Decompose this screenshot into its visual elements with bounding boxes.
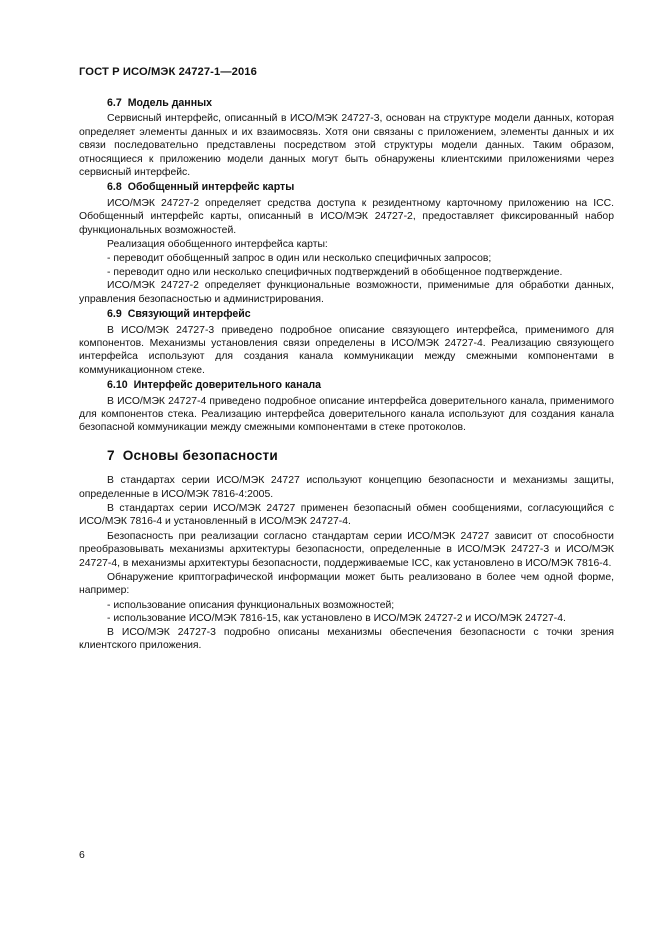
clause-heading-7 bbox=[79, 449, 614, 462]
paragraph: В ИСО/МЭК 24727-4 приведено подробное описание интерфейса доверительного канала, применимого для компонентов стека. Реализацию интерфейса доверительного канала используют для создания канала безопасной коммуникации между смежными компонентами в стеке протоколов. bbox=[79, 395, 614, 434]
section-number: 6.8 bbox=[107, 181, 122, 194]
paragraph: В ИСО/МЭК 24727-3 приведено подробное описание связующего интерфейса, применимого для компонентов. Механизмы установления связи определены в ИСО/МЭК 24727-4. Реализацию связующего интерфейса используют для создания канала коммуникации между смежными компонентами в коммуникационном стеке. bbox=[79, 324, 614, 376]
section-heading-6-8 bbox=[79, 181, 614, 194]
paragraph: Сервисный интерфейс, описанный в ИСО/МЭК 24727-3, основан на структуре модели данных, которая определяет элементы данных и их взаимосвязь. Хотя они связаны с приложением, элементы данных и их связи последовательно представлены посредством этой структуры модели данных. Таким образом, относящиеся к приложению модели данных могут быть обнаружены клиентскими приложениями через сервисный интерфейс. bbox=[79, 113, 614, 179]
list-item: - переводит обобщенный запрос в один или несколько специфичных запросов; bbox=[107, 253, 492, 265]
document-body bbox=[79, 95, 614, 653]
list-item: - переводит одно или несколько специфичных подтверждений в обобщенное подтверждение. bbox=[107, 266, 563, 278]
paragraph: В стандартах серии ИСО/МЭК 24727 используют концепцию безопасности и механизмы защиты, определенные в ИСО/МЭК 7816-4:2005. bbox=[79, 475, 614, 500]
clause-title: Основы безопасности bbox=[122, 447, 278, 463]
document-header: ГОСТ Р ИСО/МЭК 24727-1—2016 bbox=[79, 66, 257, 78]
section-heading-6-10 bbox=[79, 379, 614, 392]
paragraph: Реализация обобщенного интерфейса карты: bbox=[107, 239, 328, 251]
paragraph: Обнаружение криптографической информации может быть реализовано в более чем одной форме, например: bbox=[79, 572, 614, 597]
section-title: Модель данных bbox=[127, 97, 213, 109]
paragraph: ИСО/МЭК 24727-2 определяет средства доступа к резидентному карточному приложению на ICC. Обобщенный интерфейс карты, описанный в ИСО/МЭК 24727-2, предоставляет фиксированный набор функциональных возможностей. bbox=[79, 197, 614, 236]
paragraph: В ИСО/МЭК 24727-3 подробно описаны механизмы обеспечения безопасности с точки зрения клиентского приложения. bbox=[79, 626, 614, 652]
list-item: - использование ИСО/МЭК 7816-15, как установлено в ИСО/МЭК 24727-2 и ИСО/МЭК 24727-4. bbox=[107, 613, 566, 625]
section-title: Связующий интерфейс bbox=[127, 308, 251, 321]
paragraph: ИСО/МЭК 24727-2 определяет функциональные возможности, применимые для обработки данных, управления безопасностью и администрирования. bbox=[79, 280, 614, 305]
section-number: 6.7 bbox=[107, 97, 122, 109]
section-number: 6.10 bbox=[107, 379, 128, 392]
section-heading-6-7 bbox=[79, 97, 614, 110]
list-item: - использование описания функциональных возможностей; bbox=[107, 599, 395, 611]
paragraph: Безопасность при реализации согласно стандартам серии ИСО/МЭК 24727 зависит от способности преобразовывать механизмы архитектуры безопасности, определенные в ИСО/МЭК 24727-3 и ИСО/МЭК 24727-4, в механизмы архитектуры безопасности, поддерживаемые ICC, как установлено в ИСО/МЭК 7816-4. bbox=[79, 530, 614, 569]
section-title: Интерфейс доверительного канала bbox=[133, 379, 321, 392]
section-number: 6.9 bbox=[107, 308, 122, 321]
section-heading-6-9 bbox=[79, 308, 614, 321]
clause-number: 7 bbox=[107, 447, 115, 463]
page-number: 6 bbox=[79, 850, 85, 861]
section-title: Обобщенный интерфейс карты bbox=[127, 181, 295, 194]
paragraph: В стандартах серии ИСО/МЭК 24727 применен безопасный обмен сообщениями, согласующийся с ИСО/МЭК 7816-4 и установленный в ИСО/МЭК 24727-4. bbox=[79, 502, 614, 528]
